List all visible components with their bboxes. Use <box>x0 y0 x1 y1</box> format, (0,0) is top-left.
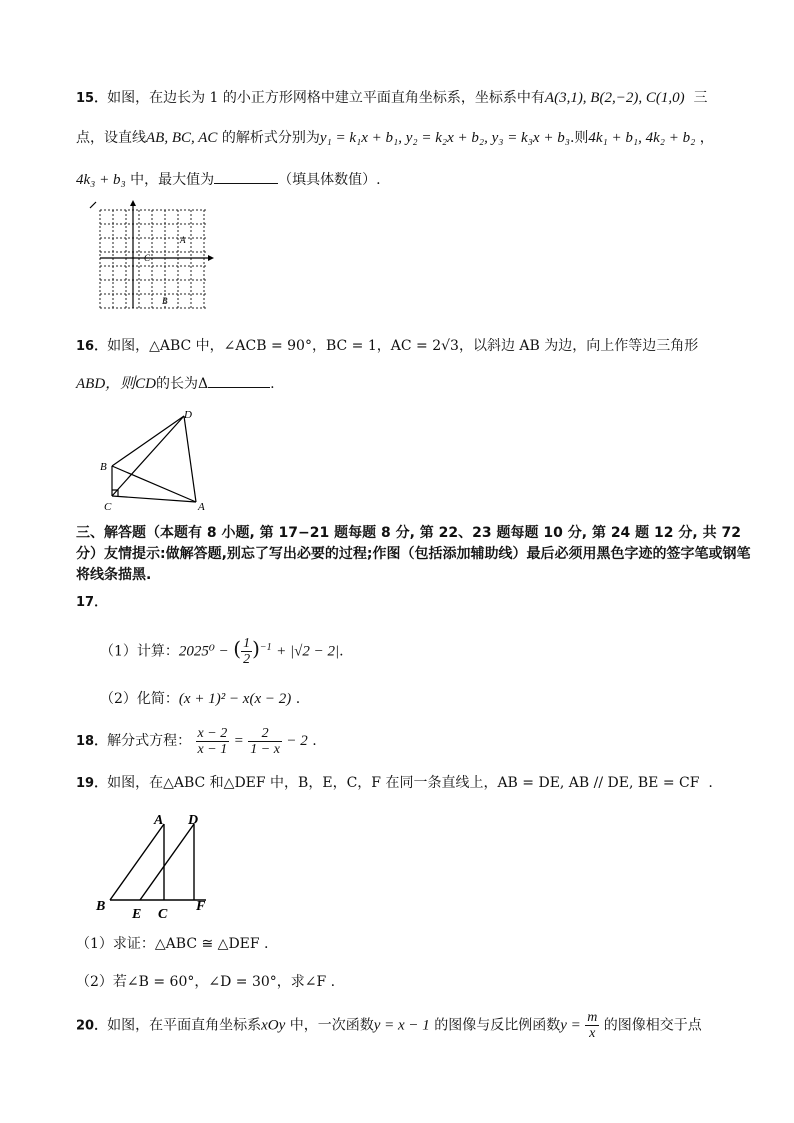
q16-dot: . <box>270 376 275 392</box>
q20-frac-num: m <box>587 1010 598 1025</box>
q15-line2 <box>76 128 714 148</box>
q17-p1-fraction <box>241 636 252 667</box>
q17-p1-exp: −1 <box>259 642 272 653</box>
q16-number: 16． <box>76 339 108 354</box>
q18-line <box>76 724 317 759</box>
q20-inverse-lhs: y = <box>560 1017 581 1034</box>
q20-line <box>76 1010 702 1042</box>
q19-text: 如图，在△ABC 和△DEF 中，B，E，C，F 在同一条直线上，AB = DE, AB // DE, BE = CF <box>107 775 700 791</box>
q15-text: 如图，在边长为 1 的小正方形网格中建立平面直角坐标系，坐标系中有 <box>107 90 545 106</box>
q17-frac-num: 1 <box>243 636 251 652</box>
q18-f1-den: x − 1 <box>197 741 228 757</box>
q16-label-d: D <box>184 409 192 421</box>
q16-line2-start: ABD，则 <box>76 376 136 392</box>
q16-label-c: C <box>104 501 112 513</box>
q19-label-b: B <box>96 899 106 914</box>
q15-line1-end: 三 <box>693 90 708 106</box>
q15-label-c: C <box>144 253 151 263</box>
q15-line2-start: 点，设直线 <box>76 130 146 146</box>
q18-f1-num: x − 2 <box>197 725 228 741</box>
q15-line2-mid: 的解析式分别为 <box>221 130 320 146</box>
q20-xoy: xOy <box>261 1017 286 1034</box>
q16-line1 <box>76 336 698 357</box>
q18-fraction-right <box>248 726 282 757</box>
q17-part1: （1）计算：2025⁰ − ( $\frac{1}{2}$ )$^{-1}$ + |√2 − 2|. <box>100 636 344 668</box>
q19-line1 <box>76 773 713 794</box>
q18-fraction-left <box>196 726 230 757</box>
q15-lines: AB, BC, AC <box>146 130 218 146</box>
q17-p2-expr: (x + 1)² − x(x − 2) <box>178 691 292 707</box>
q18-end: . <box>312 733 317 749</box>
q20-number: 20． <box>76 1018 108 1034</box>
q17-p1-label: （1）计算： <box>100 643 179 660</box>
q19-label-d: D <box>188 813 199 828</box>
q20-linear-fn: y = x − 1 <box>373 1017 430 1034</box>
section3-heading: 三、解答题（本题有 8 小题, 第 17−21 题每题 8 分, 第 22、23 题每题 10 分, 第 24 题 12 分, 共 72 分）友情提示:做解答题,别忘了写出必要的过程;作图（包括添加辅助线）最后必须用黑色字迹的签字笔或钢笔将线条描黑. <box>76 525 751 583</box>
q16-triangle-figure <box>98 406 218 514</box>
q16-text: 如图，△ABC 中，∠ACB = 90°，BC = 1，AC = 2√3，以斜边 AB 为边，向上作等边三角形 <box>107 338 699 354</box>
q17-part2 <box>100 689 300 709</box>
q15-y-arrow <box>130 200 136 206</box>
q15-line3-text: 中，最大值为 <box>130 172 215 188</box>
q17-p2-end: . <box>295 691 301 707</box>
q15-label-a: A <box>180 235 186 245</box>
q18-number: 18． <box>76 734 108 749</box>
q19-label-c: C <box>158 907 168 922</box>
q17-p1-expr-b: + |√2 − 2| <box>276 643 340 660</box>
q15-number: 15． <box>76 91 108 106</box>
q15-answer-blank[interactable] <box>214 169 278 184</box>
q18-tail: − 2 <box>286 733 308 749</box>
q20-text-b: 中，一次函数 <box>289 1017 374 1034</box>
q15-label-b: B <box>162 296 168 306</box>
q17-number-line <box>76 592 107 613</box>
q17-frac-den: 2 <box>243 652 251 668</box>
q15-comma: ， <box>699 130 714 146</box>
q20-text-d: 的图像相交于点 <box>603 1017 702 1034</box>
q15-points: A(3,1), B(2,−2), C(1,0) <box>544 90 685 106</box>
q16-answer-blank[interactable] <box>208 373 270 388</box>
q15-exprs: 4k₁ + b₁, 4k₂ + b₂ <box>588 130 696 146</box>
q15-x-arrow <box>208 255 214 261</box>
q15-line3-end: （填具体数值）. <box>278 172 381 188</box>
q19-line1-end: . <box>708 775 713 791</box>
q18-eq: = <box>233 733 244 749</box>
q16-line2-end: 的长为Δ <box>156 376 209 392</box>
q15-line1 <box>76 88 708 109</box>
q18-f2-den: 1 − x <box>250 741 280 757</box>
q20-text-c: 的图像与反比例函数 <box>434 1017 561 1034</box>
q18-f2-num: 2 <box>248 726 282 742</box>
q20-text-a: 如图，在平面直角坐标系 <box>107 1017 262 1034</box>
q16-label-a: A <box>198 501 205 513</box>
q20-inverse-fraction <box>585 1010 599 1041</box>
q15-expr3: 4k₃ + b₃ <box>76 172 126 188</box>
q17-p1-end: . <box>339 643 344 660</box>
q15-corner-tick <box>90 202 96 208</box>
q15-then: .则 <box>569 130 589 146</box>
q15-formulas: y₁ = k₁x + b₁, y₂ = k₂x + b₂, y₃ = k₃x + b₃ <box>319 130 570 146</box>
q18-label: 解分式方程： <box>107 733 192 749</box>
q19-part2: （2）若∠B = 60°，∠D = 30°，求∠F . <box>76 974 336 990</box>
q15-line3 <box>76 169 381 190</box>
q17-p1-expr-a: 2025⁰ − <box>178 643 229 660</box>
q19-label-e: E <box>132 907 142 922</box>
q19-part1: （1）求证：△ABC ≅ △DEF . <box>76 936 269 952</box>
q16-label-b: B <box>100 461 107 473</box>
q15-grid-figure <box>88 200 218 310</box>
q16-line2 <box>76 373 275 394</box>
q19-label-f: F <box>196 899 206 914</box>
q19-figure <box>94 810 224 922</box>
q19-number: 19． <box>76 776 108 791</box>
q20-frac-den: x <box>589 1026 596 1041</box>
q16-cd: CD <box>135 376 157 392</box>
q19-label-a: A <box>154 813 164 828</box>
q17-number: 17． <box>76 595 108 610</box>
q17-p2-label: （2）化简： <box>100 691 179 707</box>
